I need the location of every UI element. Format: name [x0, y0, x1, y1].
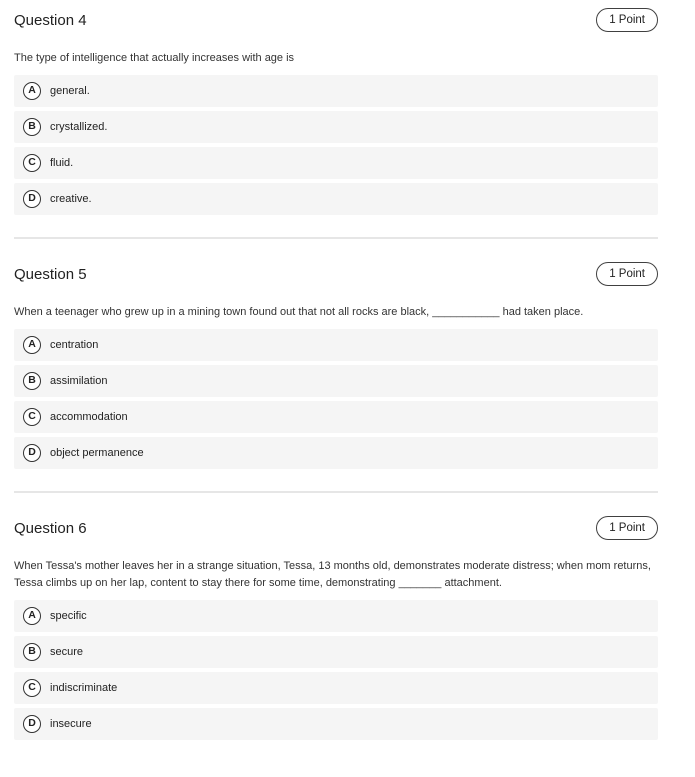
choice-label: insecure: [50, 718, 92, 730]
choice-label: crystallized.: [50, 121, 108, 133]
points-badge: 1 Point: [596, 516, 658, 540]
question-text: The type of intelligence that actually increases with age is: [14, 52, 295, 64]
choice-letter-badge: D: [23, 444, 41, 462]
choice-a[interactable]: [14, 75, 658, 107]
choice-c[interactable]: [14, 401, 658, 433]
choice-label: fluid.: [50, 157, 74, 169]
choice-letter-badge: B: [23, 643, 41, 661]
choice-letter-badge: B: [23, 372, 41, 390]
choice-c[interactable]: [14, 147, 658, 179]
question-divider: [14, 237, 658, 239]
choice-b[interactable]: [14, 365, 658, 397]
choice-letter-badge: C: [23, 408, 41, 426]
choice-b[interactable]: [14, 111, 658, 143]
question-4: [14, 2, 658, 215]
choice-letter-badge: D: [23, 190, 41, 208]
choice-letter-badge: C: [23, 154, 41, 172]
choice-d[interactable]: [14, 437, 658, 469]
question-header: [14, 256, 658, 292]
question-header: [14, 2, 658, 38]
choice-label: object permanence: [50, 447, 144, 459]
choice-letter-badge: A: [23, 82, 41, 100]
choice-d[interactable]: [14, 708, 658, 740]
choice-label: accommodation: [50, 411, 128, 423]
question-text: When a teenager who grew up in a mining town found out that not all rocks are black, ___________ had taken place.: [14, 306, 584, 318]
choice-label: secure: [50, 646, 84, 658]
points-badge: 1 Point: [596, 262, 658, 286]
choice-label: indiscriminate: [50, 682, 118, 694]
choice-b[interactable]: [14, 636, 658, 668]
choice-letter-badge: A: [23, 336, 41, 354]
choice-letter-badge: B: [23, 118, 41, 136]
question-6: [14, 510, 658, 740]
choice-d[interactable]: [14, 183, 658, 215]
question-title: Question 5: [14, 266, 87, 283]
question-title: Question 6: [14, 520, 87, 537]
choice-label: creative.: [50, 193, 92, 205]
choice-c[interactable]: [14, 672, 658, 704]
question-title: Question 4: [14, 12, 87, 29]
choice-letter-badge: C: [23, 679, 41, 697]
choice-label: centration: [50, 339, 99, 351]
question-5: [14, 256, 658, 469]
choice-a[interactable]: [14, 600, 658, 632]
choice-label: assimilation: [50, 375, 108, 387]
points-badge: 1 Point: [596, 8, 658, 32]
question-divider: [14, 491, 658, 493]
choice-letter-badge: A: [23, 607, 41, 625]
choice-label: general.: [50, 85, 90, 97]
question-text: When Tessa's mother leaves her in a strange situation, Tessa, 13 months old, demonstrates moderate distress; when mom returns, Tessa climbs up on her lap, content to stay there for some time, demonstrating _______ attachment.: [14, 560, 651, 589]
choice-label: specific: [50, 610, 87, 622]
choice-a[interactable]: [14, 329, 658, 361]
question-header: [14, 510, 658, 546]
choice-letter-badge: D: [23, 715, 41, 733]
quiz-page: [0, 2, 695, 777]
